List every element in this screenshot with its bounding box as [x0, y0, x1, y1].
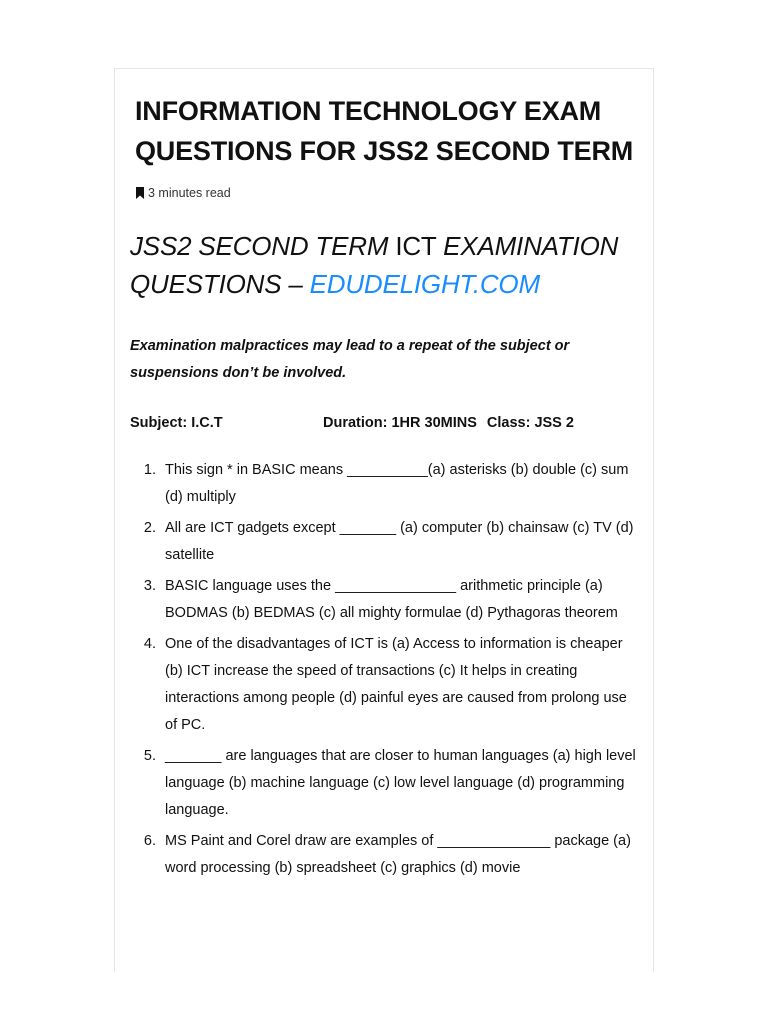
question-number: 3.	[143, 578, 156, 594]
heading-part-2: ICT	[388, 231, 444, 261]
question-number: 5.	[143, 748, 156, 764]
heading-part-1: JSS2 SECOND TERM	[130, 231, 389, 261]
list-item	[130, 631, 640, 739]
article-content	[130, 91, 640, 886]
exam-info	[130, 411, 640, 435]
list-item	[130, 828, 640, 882]
read-time	[135, 185, 640, 201]
question-text: All are ICT gadgets except _______ (a) computer (b) chainsaw (c) TV (d) satellite	[165, 520, 634, 563]
edudelight-link[interactable]: EDUDELIGHT.COM	[309, 269, 540, 299]
heading-part-3: EXAMINATION QUESTIONS –	[130, 231, 619, 299]
question-number: 6.	[143, 833, 156, 849]
subject-label: Subject: I.C.T	[130, 415, 223, 431]
malpractice-note: Examination malpractices may lead to a repeat of the subject or suspensions don’t be involved.	[130, 338, 570, 381]
question-number: 1.	[143, 462, 156, 478]
article-card	[114, 68, 654, 972]
question-text: BASIC language uses the _______________ arithmetic principle (a) BODMAS (b) BEDMAS (c) all mighty formulae (d) Pythagoras theorem	[165, 578, 618, 621]
list-item	[130, 573, 640, 627]
duration-label: Duration: 1HR 30MINS	[323, 415, 477, 431]
list-item	[130, 457, 640, 511]
list-item	[130, 515, 640, 569]
list-item	[130, 743, 640, 824]
question-number: 4.	[143, 636, 156, 652]
class-label: Class: JSS 2	[486, 415, 574, 431]
read-time-label: 3 minutes read	[148, 186, 231, 200]
question-text: _______ are languages that are closer to human languages (a) high level language (b) machine language (c) low level language (d) programming language.	[165, 748, 636, 818]
question-number: 2.	[143, 520, 156, 536]
bookmark-icon	[135, 187, 145, 199]
question-list	[130, 457, 640, 882]
question-text: This sign * in BASIC means __________(a) asterisks (b) double (c) sum (d) multiply	[165, 462, 629, 505]
post-title: INFORMATION TECHNOLOGY EXAM QUESTIONS FOR JSS2 SECOND TERM	[135, 96, 634, 166]
question-text: MS Paint and Corel draw are examples of ______________ package (a) word processing (b) spreadsheet (c) graphics (d) movie	[165, 833, 631, 876]
article-heading	[130, 227, 640, 303]
question-text: One of the disadvantages of ICT is (a) Access to information is cheaper (b) ICT increase the speed of transactions (c) It helps in creating interactions among people (d) painful eyes are caused from prolong use of PC.	[165, 636, 627, 733]
